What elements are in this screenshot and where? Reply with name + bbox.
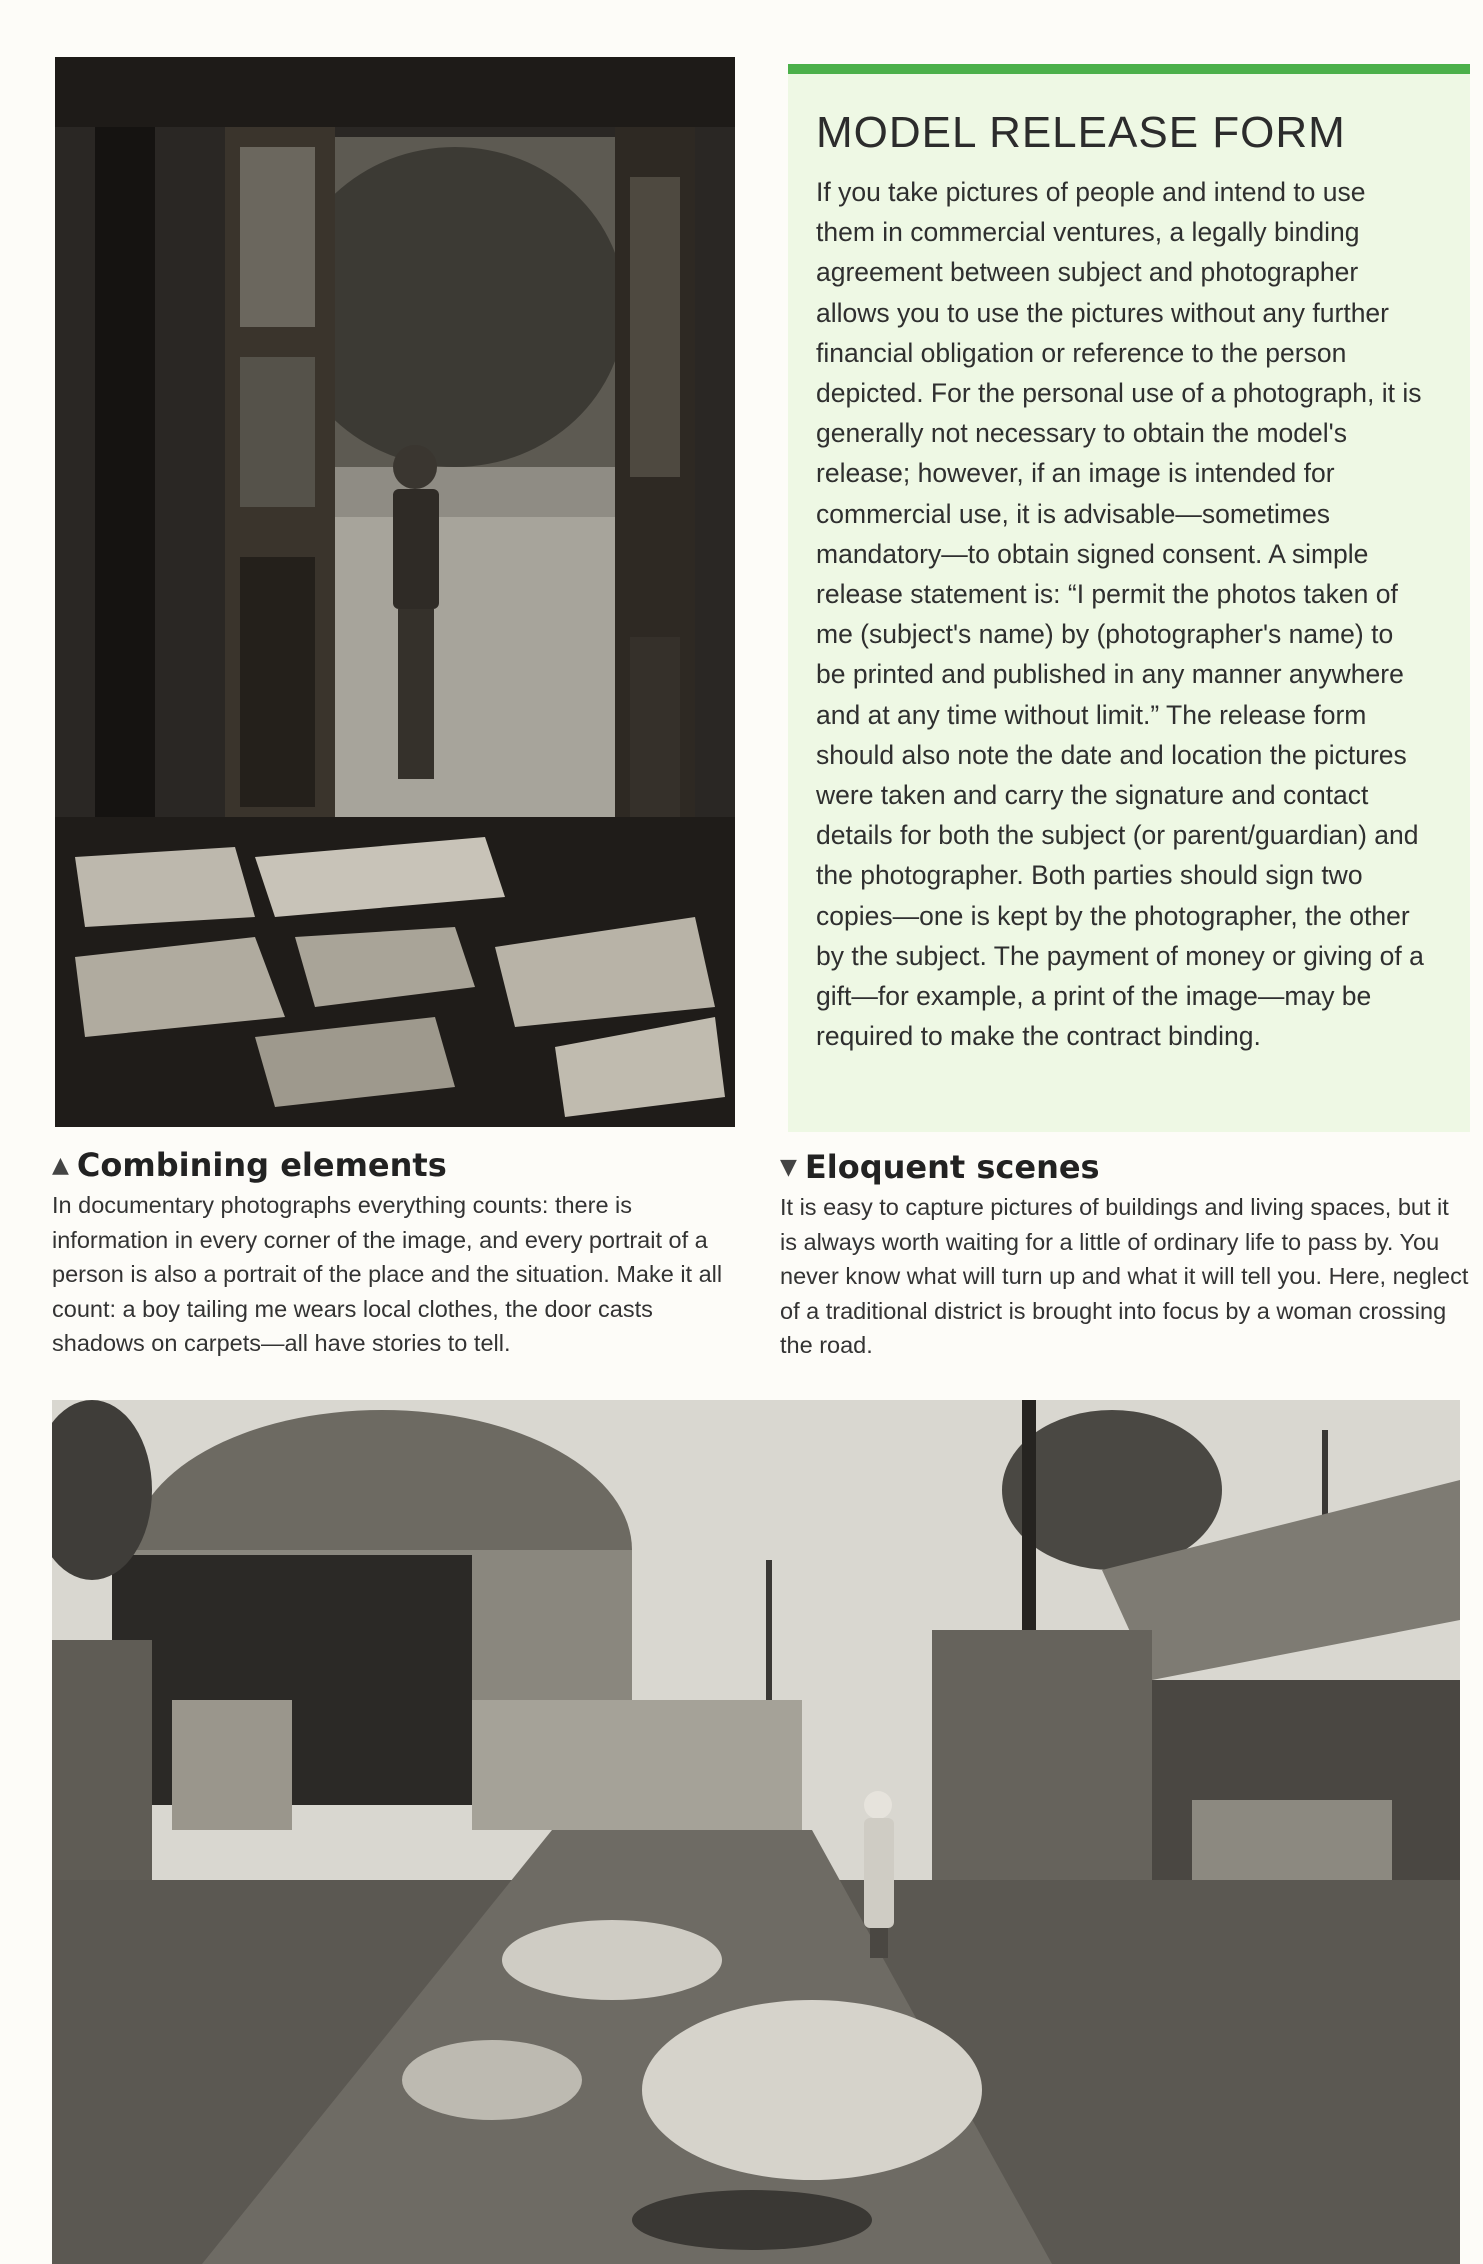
caption-text: It is easy to capture pictures of buildings and living spaces, but it is always worth waiting for a little of ordinary life to pass by. You never know what will turn up and what it will tell you. Here, neglect of a traditional district is brought into focus by a woman crossing the road. bbox=[780, 1194, 1469, 1358]
triangle-up-icon: ▲ bbox=[52, 1152, 69, 1178]
caption-eloquent-scenes bbox=[780, 1148, 1470, 1363]
caption-combining-elements bbox=[52, 1146, 742, 1361]
caption-heading bbox=[780, 1148, 1470, 1186]
model-release-box bbox=[788, 64, 1470, 1132]
release-body: If you take pictures of people and intend to use them in commercial ventures, a legally binding agreement between subject and photographer allows you to use the pictures without any further financial obligation or reference to the person depicted. For the personal use of a photograph, it is generally not necessary to obtain the model's release; however, if an image is intended for commercial use, it is advisable—sometimes mandatory—to obtain signed consent. A simple release statement is: “I permit the photos taken of me (subject's name) by (photographer's name) to be printed and published in any manner anywhere and at any time without limit.” The release form should also note the date and location the pictures were taken and carry the signature and contact details for both the subject (or parent/guardian) and the photographer. Both parties should sign two copies—one is kept by the photographer, the other by the subject. The payment of money or giving of a gift—for example, a print of the image—may be required to make the contract binding. bbox=[816, 177, 1424, 1052]
release-title: MODEL RELEASE FORM bbox=[816, 108, 1346, 157]
doorway-photo bbox=[55, 57, 735, 1127]
caption-text: In documentary photographs everything counts: there is information in every corner of the image, and every portrait of a person is also a portrait of the place and the situation. Make it all count: a boy tailing me wears local clothes, the door casts shadows on carpets—all have stories to tell. bbox=[52, 1192, 723, 1356]
street-scene-photo bbox=[52, 1400, 1460, 2264]
triangle-down-icon: ▼ bbox=[780, 1154, 797, 1180]
caption-heading bbox=[52, 1146, 742, 1184]
caption-heading-text: Combining elements bbox=[76, 1146, 447, 1184]
caption-heading-text: Eloquent scenes bbox=[804, 1148, 1100, 1186]
